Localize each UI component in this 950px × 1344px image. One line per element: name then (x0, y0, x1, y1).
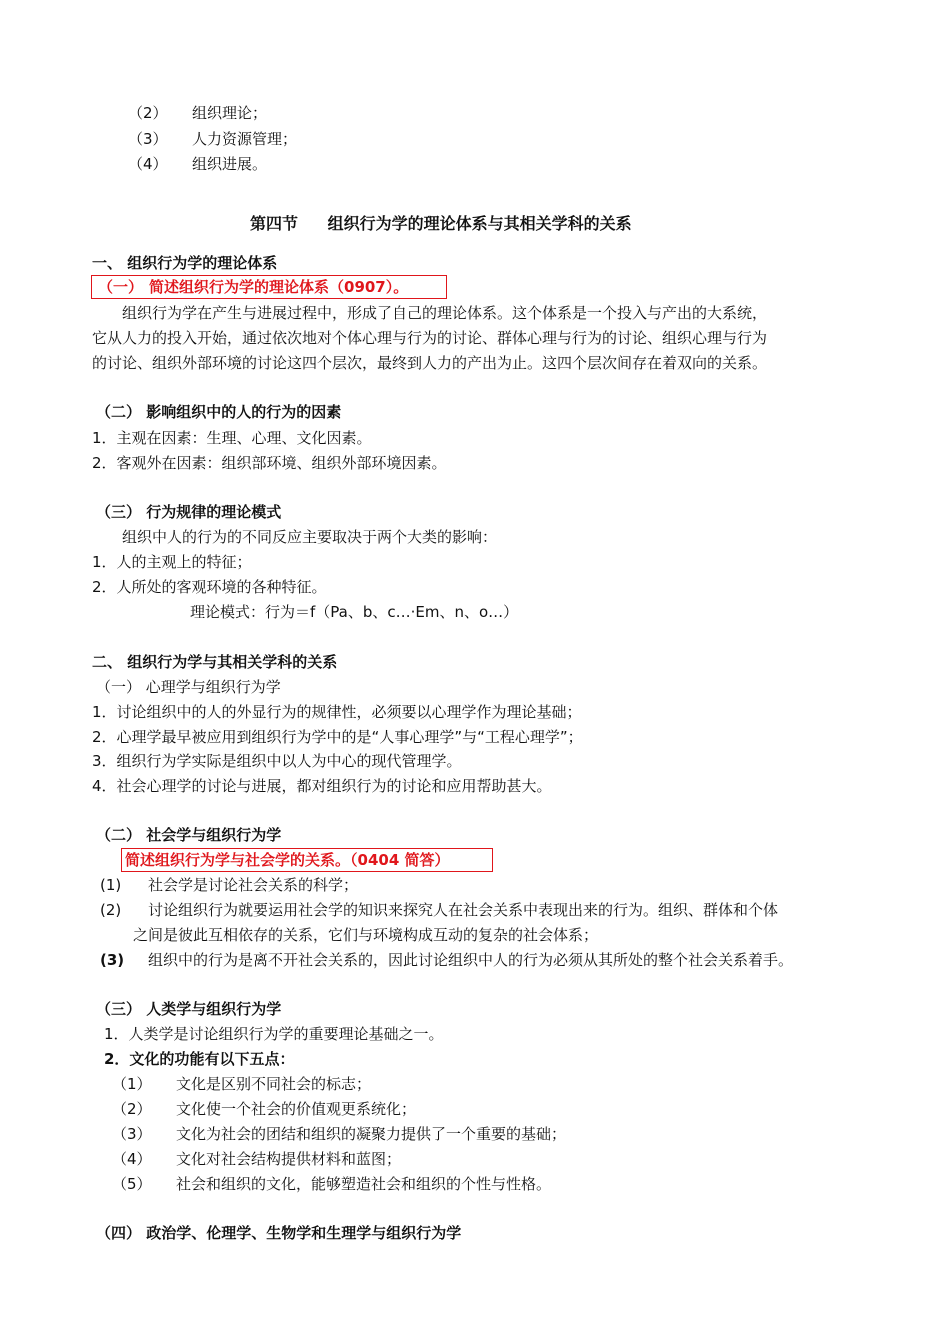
part2-heading: 二、 组织行为学与其相关学科的关系 (92, 653, 338, 671)
list-item: 1．主观在因素：生理、心理、文化因素。 (92, 429, 372, 447)
section-title (250, 214, 632, 234)
list-number: （2） (128, 104, 168, 122)
list-number: (2) (100, 901, 122, 919)
section-label: 第四节 (250, 214, 299, 233)
highlight-box (91, 275, 447, 299)
list-text: 组织中的行为是离不开社会关系的，因此讨论组织中人的行为必须从其所处的整个社会关系着手。 (148, 951, 794, 969)
paragraph-line: 它从人力的投入开始，通过依次地对个体心理与行为的讨论、群体心理与行为的讨论、组织心理与行为 (92, 329, 768, 347)
paragraph-line: 组织行为学在产生与进展过程中，形成了自己的理论体系。这个体系是一个投入与产出的大系统， (122, 304, 768, 322)
list-text: 文化使一个社会的价值观更系统化； (176, 1100, 417, 1118)
sub-list-item (112, 1074, 372, 1094)
top-list-item (128, 154, 268, 174)
list-item: 2．心理学最早被应用到组织行为学中的是“人事心理学”与“工程心理学”； (92, 728, 583, 746)
subsection-heading: （三） 人类学与组织行为学 (96, 1000, 282, 1018)
list-item: 4．社会心理学的讨论与进展，都对组织行为的讨论和应用帮助甚大。 (92, 777, 552, 795)
subsection-heading: （四） 政治学、伦理学、生物学和生理学与组织行为学 (96, 1224, 462, 1242)
list-text: 社会和组织的文化，能够塑造社会和组织的个性与性格。 (176, 1175, 552, 1193)
list-text: 文化对社会结构提供材料和蓝图； (176, 1150, 402, 1168)
subsection-heading: （三） 行为规律的理论模式 (96, 503, 282, 521)
highlight-question: 简述组织行为学的理论体系（0907）。 (149, 278, 409, 296)
list-item (100, 950, 794, 970)
list-item: 1．人的主观上的特征； (92, 553, 252, 571)
list-item: 2．文化的功能有以下五点： (104, 1050, 295, 1068)
list-text: 社会学是讨论社会关系的科学； (148, 876, 359, 894)
paragraph-line: 组织中人的行为的不同反应主要取决于两个大类的影响： (122, 528, 498, 546)
list-text: 讨论组织行为就要运用社会学的知识来探究人在社会关系中表现出来的行为。组织、群体和个体 (148, 901, 779, 919)
list-number: （1） (112, 1075, 152, 1093)
list-item: 1．讨论组织中的人的外显行为的规律性，必须要以心理学作为理论基础； (92, 703, 582, 721)
list-number: （3） (112, 1125, 152, 1143)
list-number: (3) (100, 951, 125, 969)
list-item: 2．客观外在因素：组织部环境、组织外部环境因素。 (92, 454, 447, 472)
section-heading: 组织行为学的理论体系与其相关学科的关系 (327, 214, 632, 233)
subsection-heading: （二） 社会学与组织行为学 (96, 826, 282, 844)
sub-list-item (112, 1099, 417, 1119)
list-text-continuation: 之间是彼此互相依存的关系，它们与环境构成互动的复杂的社会体系； (133, 926, 599, 944)
list-text: 组织理论； (192, 104, 268, 122)
subsection-number: （一） (98, 278, 144, 296)
list-number: （4） (128, 155, 168, 173)
sub-list-item (112, 1124, 567, 1144)
list-item (100, 875, 359, 895)
list-text: 文化是区别不同社会的标志； (176, 1075, 372, 1093)
list-item (100, 900, 779, 920)
subsection-heading: （二） 影响组织中的人的行为的因素 (96, 403, 342, 421)
list-text: 组织进展。 (192, 155, 268, 173)
list-item: 2．人所处的客观环境的各种特征。 (92, 578, 327, 596)
highlight-question: 简述组织行为学与社会学的关系。（0404 简答） (125, 851, 450, 869)
list-number: （2） (112, 1100, 152, 1118)
list-number: （5） (112, 1175, 152, 1193)
subsection-heading: （一） 心理学与组织行为学 (96, 678, 281, 696)
list-text: 文化为社会的团结和组织的凝聚力提供了一个重要的基础； (176, 1125, 567, 1143)
list-item: 3．组织行为学实际是组织中以人为中心的现代管理学。 (92, 752, 462, 770)
top-list-item (128, 129, 298, 149)
top-list-item (128, 103, 268, 123)
list-text: 人力资源管理； (192, 130, 298, 148)
formula: 理论模式：行为＝f（Pa、b、c…·Em、n、o…） (190, 603, 519, 621)
paragraph-line: 的讨论、组织外部环境的讨论这四个层次，最终到人力的产出为止。这四个层次间存在着双向的关系。 (92, 354, 768, 372)
highlight-box (121, 848, 493, 872)
list-item: 1．人类学是讨论组织行为学的重要理论基础之一。 (104, 1025, 444, 1043)
list-number: （4） (112, 1150, 152, 1168)
part1-heading: 一、 组织行为学的理论体系 (92, 254, 278, 272)
sub-list-item (112, 1149, 402, 1169)
sub-list-item (112, 1174, 552, 1194)
list-number: （3） (128, 130, 168, 148)
list-number: (1) (100, 876, 122, 894)
